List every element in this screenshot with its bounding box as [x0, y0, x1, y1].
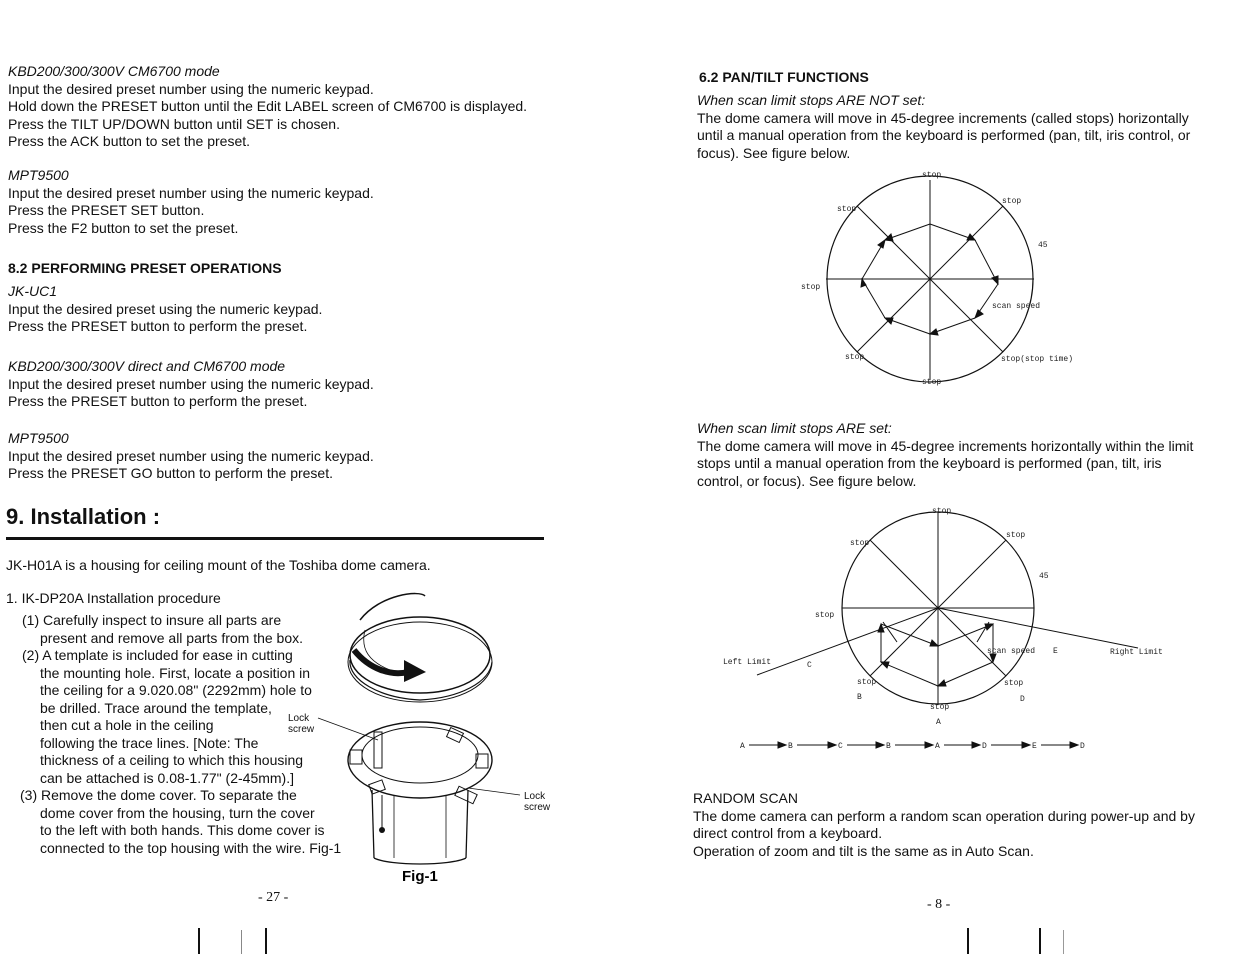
stop-label: stop [837, 205, 857, 214]
step-line: (1) Carefully inspect to insure all parts are [22, 612, 282, 628]
fig-1-housing-illustration [288, 590, 570, 885]
left-limit-label: Left Limit [723, 658, 772, 667]
scan-mark [1039, 928, 1041, 954]
scan-mark [198, 928, 200, 954]
step-line: present and remove all parts from the box. [40, 629, 304, 646]
procedure-title [6, 590, 221, 608]
degree-label: 45 [1038, 241, 1048, 250]
step-line: (2) A template is included for ease in cutting [22, 647, 293, 663]
step-line: dome cover from the housing, turn the cover [40, 804, 315, 821]
lock-screw-label-2b: screw [524, 802, 551, 813]
step-line: the mounting hole. First, locate a position in [40, 664, 311, 681]
kbd-mode-line: Press the TILT UP/DOWN button until SET is chosen. [8, 115, 340, 132]
step-line: then cut a hole in the ceiling [40, 717, 214, 733]
left-page [0, 0, 600, 954]
not-set-line: until a manual operation from the keyboard is performed (pan, tilt, iris control, or [697, 127, 1191, 143]
step-line: be drilled. Trace around the template, [40, 699, 272, 716]
kbd-direct-title: KBD200/300/300V direct and CM6700 mode [8, 358, 286, 374]
step-2 [22, 647, 312, 787]
point-b-label: B [857, 693, 862, 702]
lock-screw-label-1a: Lock [288, 713, 310, 724]
mpt-go-line: Input the desired preset number using the numeric keypad. [8, 447, 374, 464]
install-intro-text: JK-H01A is a housing for ceiling mount of the Toshiba dome camera. [6, 557, 431, 573]
lock-screw-label-2a: Lock [524, 791, 546, 802]
installation-heading: 9. Installation : [6, 504, 161, 529]
right-page [615, 0, 1235, 954]
stop-label: stop [932, 507, 952, 516]
stop-label: stop [922, 171, 942, 180]
are-set-line: stops until a manual operation from the keyboard is performed (pan, tilt, iris [697, 455, 1162, 471]
step-line: following the trace lines. [Note: The [40, 734, 259, 751]
point-c-label: C [807, 661, 812, 670]
scan-sequence [740, 738, 1100, 758]
kbd-mode-title: KBD200/300/300V CM6700 mode [8, 63, 220, 79]
stop-label: stop [850, 539, 870, 548]
kbd-mode-block [8, 63, 527, 151]
mpt-go-block [8, 430, 374, 483]
are-set-line: The dome camera will move in 45-degree increments horizontally within the limit [697, 437, 1194, 454]
seq-item: B [886, 742, 891, 751]
jkuc1-block [8, 283, 322, 336]
stop-label: stop [815, 611, 835, 620]
kbd-direct-line: Input the desired preset number using the numeric keypad. [8, 375, 374, 392]
right-limit-label: Right Limit [1110, 648, 1163, 657]
point-a-label: A [936, 718, 941, 727]
step-3 [20, 787, 341, 857]
point-d-label: D [1020, 695, 1025, 704]
stop-label: stop [845, 353, 865, 362]
random-scan-line: The dome camera can perform a random scan operation during power-up and by [693, 807, 1195, 824]
mpt-set-block [8, 167, 374, 237]
scan-diagram-with-limits [723, 502, 1183, 762]
stop-label: stop [1002, 197, 1022, 206]
seq-item: B [788, 742, 793, 751]
step-line: thickness of a ceiling to which this housing [40, 752, 304, 768]
random-scan-line: Operation of zoom and tilt is the same as in Auto Scan. [693, 842, 1034, 859]
seq-item: E [1032, 742, 1037, 751]
kbd-mode-line: Press the ACK button to set the preset. [8, 133, 251, 149]
are-set-title: When scan limit stops ARE set: [697, 420, 892, 436]
scan-mark [241, 930, 242, 954]
are-set-line: control, or focus). See figure below. [697, 472, 917, 489]
point-e-label: E [1053, 647, 1058, 656]
seq-item: D [1080, 742, 1085, 751]
seq-item: A [935, 742, 940, 751]
random-scan-block [693, 790, 1195, 860]
jkuc1-line: Press the PRESET button to perform the preset. [8, 318, 308, 334]
page-number-right: - 8 - [927, 897, 951, 912]
section-6-2-heading: 6.2 PAN/TILT FUNCTIONS [699, 69, 869, 85]
stop-time-label: stop(stop time) [1001, 355, 1074, 364]
step-1 [22, 612, 303, 647]
section-8-2-heading: 8.2 PERFORMING PRESET OPERATIONS [8, 260, 282, 276]
seq-item: C [838, 742, 843, 751]
kbd-mode-line: Hold down the PRESET button until the Edit LABEL screen of CM6700 is displayed. [8, 98, 528, 114]
stop-label: stop [1004, 679, 1024, 688]
stop-label: stop [801, 283, 821, 292]
step-line: to the left with both hands. This dome cover is [40, 822, 325, 838]
not-set-title: When scan limit stops ARE NOT set: [697, 92, 926, 108]
seq-item: D [982, 742, 987, 751]
step-line: (3) Remove the dome cover. To separate the [20, 787, 297, 803]
scan-mark [1063, 930, 1064, 954]
step-line: can be attached is 0.08-1.77" (2-45mm).] [40, 769, 294, 786]
scan-speed-label: scan speed [992, 302, 1041, 311]
scan-diagram-no-limits [795, 168, 1095, 388]
stop-label: stop [857, 678, 877, 687]
seq-item: A [740, 742, 745, 751]
step-line: the ceiling for a 9.020.08" (2292mm) hole to [40, 682, 312, 698]
not-set-line: The dome camera will move in 45-degree increments (called stops) horizontally [697, 109, 1189, 126]
degree-label: 45 [1039, 572, 1049, 581]
scan-mark [265, 928, 267, 954]
mpt-go-title: MPT9500 [8, 430, 69, 446]
heading-rule [6, 537, 544, 540]
not-set-block [697, 92, 1190, 162]
mpt-set-line: Press the F2 button to set the preset. [8, 219, 239, 236]
mpt-set-line: Press the PRESET SET button. [8, 202, 205, 218]
page-number-left: - 27 - [258, 890, 289, 905]
random-scan-title: RANDOM SCAN [693, 790, 799, 806]
random-scan-line: direct control from a keyboard. [693, 825, 883, 841]
stop-label: stop [922, 378, 942, 387]
lock-screw-label-1b: screw [288, 724, 315, 735]
install-intro [6, 557, 431, 575]
mpt-set-line: Input the desired preset number using the numeric keypad. [8, 184, 374, 201]
kbd-mode-line: Input the desired preset number using the numeric keypad. [8, 80, 374, 97]
procedure-title-text: 1. IK-DP20A Installation procedure [6, 590, 221, 606]
stop-label: stop [930, 703, 950, 712]
step-line: connected to the top housing with the wire. Fig-1 [40, 839, 342, 856]
kbd-direct-line: Press the PRESET button to perform the preset. [8, 393, 308, 409]
mpt-go-line: Press the PRESET GO button to perform the preset. [8, 465, 334, 481]
jkuc1-title: JK-UC1 [8, 283, 58, 299]
scan-mark [967, 928, 969, 954]
kbd-direct-block [8, 358, 374, 411]
are-set-block [697, 420, 1193, 490]
scan-speed-label: scan speed [987, 647, 1036, 656]
jkuc1-line: Input the desired preset using the numeric keypad. [8, 300, 323, 317]
fig-1-caption: Fig-1 [402, 868, 438, 885]
stop-label: stop [1006, 531, 1026, 540]
mpt-set-title: MPT9500 [8, 167, 69, 183]
not-set-line: focus). See figure below. [697, 144, 851, 161]
